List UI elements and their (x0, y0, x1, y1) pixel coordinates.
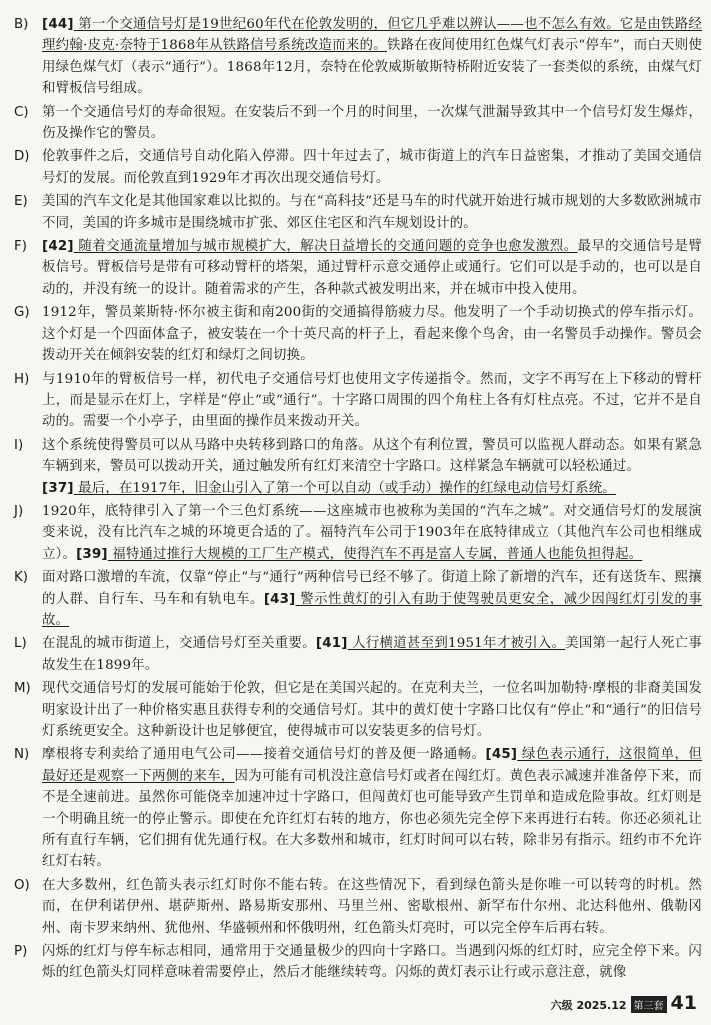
question-number: [44] (42, 17, 74, 32)
paragraph-e (14, 191, 702, 234)
paragraph-text: 铁路在夜间使用红色煤气灯表示“停车”，而白天则使用绿色煤气灯（表示“通行”）。1868年12月，奈特在伦敦威斯敏斯特桥附近安装了一套类似的系统，由煤气灯和臂板信号组成。 (42, 38, 702, 97)
footer-issue-badge: 第三套 (631, 996, 667, 1013)
paragraph-label: L) (14, 636, 27, 652)
paragraph-label: M) (14, 681, 31, 697)
paragraph-n (14, 744, 702, 872)
underlined-sentence: 绿色表示通行，这很简单，但最好还是观察一下两侧的来车， (42, 747, 702, 784)
paragraph-text: 美国第一起行人死亡事故发生在1899年。 (42, 636, 703, 673)
paragraph-text: 美国的汽车文化是其他国家难以比拟的。与在“高科技”还是马车的时代就开始进行城市规划的大多数欧洲城市不同，美国的许多城市是围绕城市扩张、郊区住宅区和汽车规划设计的。 (42, 194, 702, 231)
page-footer (551, 994, 697, 1013)
paragraph-o (14, 875, 702, 939)
paragraph-text: 伦敦事件之后，交通信号自动化陷入停滞。四十年过去了，城市街道上的汽车日益密集，才推动了美国交通信号灯的发展。而伦敦直到1929年才再次出现交通信号灯。 (42, 149, 702, 186)
underlined-sentence: 福特通过推行大规模的工厂生产模式，使得汽车不再是富人专属，普通人也能负担得起。 (107, 546, 643, 562)
paragraph-text: 摩根将专利卖给了通用电气公司——接着交通信号灯的普及便一路通畅。 (42, 747, 486, 763)
paragraph-text: 闪烁的红灯与停车标志相同，通常用于交通量极少的四向十字路口。当遇到闪烁的红灯时，应完全停下来。闪烁的红色箭头灯同样意味着需要停止，然后才能继续转弯。闪烁的黄灯表示让行或示意注意，就像 (42, 944, 702, 981)
paragraph-g (14, 302, 702, 366)
underlined-sentence: 警示性黄灯的引入有助于使驾驶员更安全，减少因闯红灯引发的事故。 (42, 591, 702, 628)
paragraph-label: O) (14, 877, 30, 893)
paragraph-h (14, 369, 702, 433)
paragraph-text: 在混乱的城市街道上，交通信号灯至关重要。 (42, 636, 316, 652)
paragraph-text: 在大多数州，红色箭头表示红灯时你不能右转。在这些情况下，看到绿色箭头是你唯一可以转弯的时机。然而，在伊利诺伊州、堪萨斯州、路易斯安那州、马里兰州、密歇根州、新罕布什尔州、北达科他州、俄勒冈州、南卡罗来纳州、犹他州、华盛顿州和怀俄明州，红色箭头灯亮时，可以完全停车后再右转。 (42, 877, 702, 936)
paragraph-text: 因为可能有司机没注意信号灯或者在闯红灯。黄色表示减速并准备停下来，而不是全速前进。虽然你可能侥幸加速冲过十字路口，但闯黄灯也可能导致产生罚单和造成危险事故。红灯则是一个明确且统一的停止警示。即使在允许红灯右转的地方，你也必须先完全停下来再进行右转。你还必须礼让所有直行车辆，它们拥有优先通行权。在大多数州和城市，红灯时间可以右转，除非另有指示。纽约市不允许红灯右转。 (42, 768, 702, 870)
paragraph-text: 与1910年的臂板信号一样，初代电子交通信号灯也使用文字传递指令。然而，文字不再写在上下移动的臂杆上，而是显示在灯上，字样是“停止”或“通行”。十字路口周围的四个角柱上各有灯柱点亮。不过，它并不是自动的。需要一个小亭子，由里面的操作员来拨动开关。 (42, 371, 702, 430)
paragraph-f (14, 236, 702, 300)
paragraph-label: F) (14, 239, 27, 255)
paragraph-label: N) (14, 747, 30, 763)
question-number: [43] (263, 591, 296, 607)
paragraph-label: K) (14, 570, 29, 586)
paragraph-l (14, 633, 702, 676)
paragraph-p (14, 941, 702, 984)
paragraph-label: B) (14, 17, 29, 32)
page-number: 41 (670, 992, 697, 1014)
question-number: [41] (315, 636, 348, 652)
paragraph-k (14, 567, 702, 631)
underlined-sentence: 最后，在1917年，旧金山引入了第一个可以自动（或手动）操作的红绿电动信号灯系统。 (73, 480, 616, 496)
paragraph-label: P) (14, 944, 28, 960)
paragraph-m (14, 678, 702, 742)
question-number: [37] (42, 480, 74, 496)
paragraph-text: 面对路口激增的车流，仅靠“停止”与“通行”两种信号已经不够了。街道上除了新增的汽车，还有送货车、熙攘的人群、自行车、马车和有轨电车。 (42, 570, 702, 607)
underlined-sentence: 人行横道甚至到1951年才被引入。 (347, 636, 566, 652)
underlined-sentence: 随着交通流量增加与城市规模扩大，解决日益增长的交通问题的竞争也愈发激烈。 (73, 239, 578, 255)
underlined-sentence: 第一个交通信号灯是19世纪60年代在伦敦发明的，但它几乎难以辨认——也不怎么有效。它是由铁路经理约翰·皮克·奈特于1868年从铁路信号系统改造而来的。 (42, 17, 702, 54)
paragraph-label: G) (14, 305, 30, 321)
paragraph-text: 最早的交通信号是臂板信号。臂板信号是带有可移动臂杆的塔架，通过臂杆示意交通停止或通行。它们可以是手动的，也可以是自动的，并没有统一的设计。随着需求的产生，各种款式被发明出来，并在城市中投入使用。 (42, 239, 702, 297)
question-number: [39] (76, 546, 108, 562)
paragraph-label: D) (14, 149, 30, 165)
paragraph-text: 1920年，底特律引入了第一个三色灯系统——这座城市也被称为美国的“汽车之城”。对交通信号灯的发展演变来说，没有比汽车之城的环境更合适的了。福特汽车公司于1903年在底特律成立（其他汽车公司也相继成立）。 (42, 503, 702, 562)
paragraph-text: 这个系统使得警员可以从马路中央转移到路口的角落。从这个有利位置，警员可以监视人群动态。如果有紧急车辆到来，警员可以拨动开关，通过触发所有红灯来清空十字路口。这样紧急车辆就可以轻松通过。 (42, 437, 702, 475)
paragraph-label: I) (14, 437, 24, 453)
paragraph-label: J) (14, 503, 24, 519)
paragraph-text: 1912年，警员莱斯特·怀尔被主街和南200街的交通搞得筋疲力尽。他发明了一个手动切换式的停车指示灯。这个灯是一个四面体盒子，被安装在一个十英尺高的杆子上，看起来像个鸟舍，由一名警员手动操作。警员会拨动开关在倾斜安装的红灯和绿灯之间切换。 (42, 305, 702, 364)
document-page (14, 14, 702, 986)
question-number: [45] (485, 747, 518, 763)
paragraph-i (14, 435, 702, 499)
question-number: [42] (42, 239, 74, 255)
paragraph-d (14, 146, 702, 189)
paragraph-label: E) (14, 194, 28, 210)
paragraph-text: 现代交通信号灯的发展可能始于伦敦，但它是在美国兴起的。在克利夫兰，一位名叫加勒特·摩根的非裔美国发明家设计出了一种价格实惠且获得专利的交通信号灯。其中的黄灯使十字路口比仅有“停止”和“通行”的旧信号灯系统更安全。这种新设计也足够便宜，使得城市可以安装更多的信号灯。 (42, 681, 702, 739)
paragraph-label: H) (14, 371, 30, 387)
footer-grade: 六级 2025.12 (550, 999, 627, 1012)
paragraph-label: C) (14, 104, 29, 120)
paragraph-b (14, 14, 702, 100)
paragraph-c (14, 102, 702, 145)
paragraph-j (14, 501, 702, 565)
paragraph-text: 第一个交通信号灯的寿命很短。在安装后不到一个月的时间里，一次煤气泄漏导致其中一个信号灯发生爆炸，伤及操作它的警员。 (42, 104, 702, 142)
